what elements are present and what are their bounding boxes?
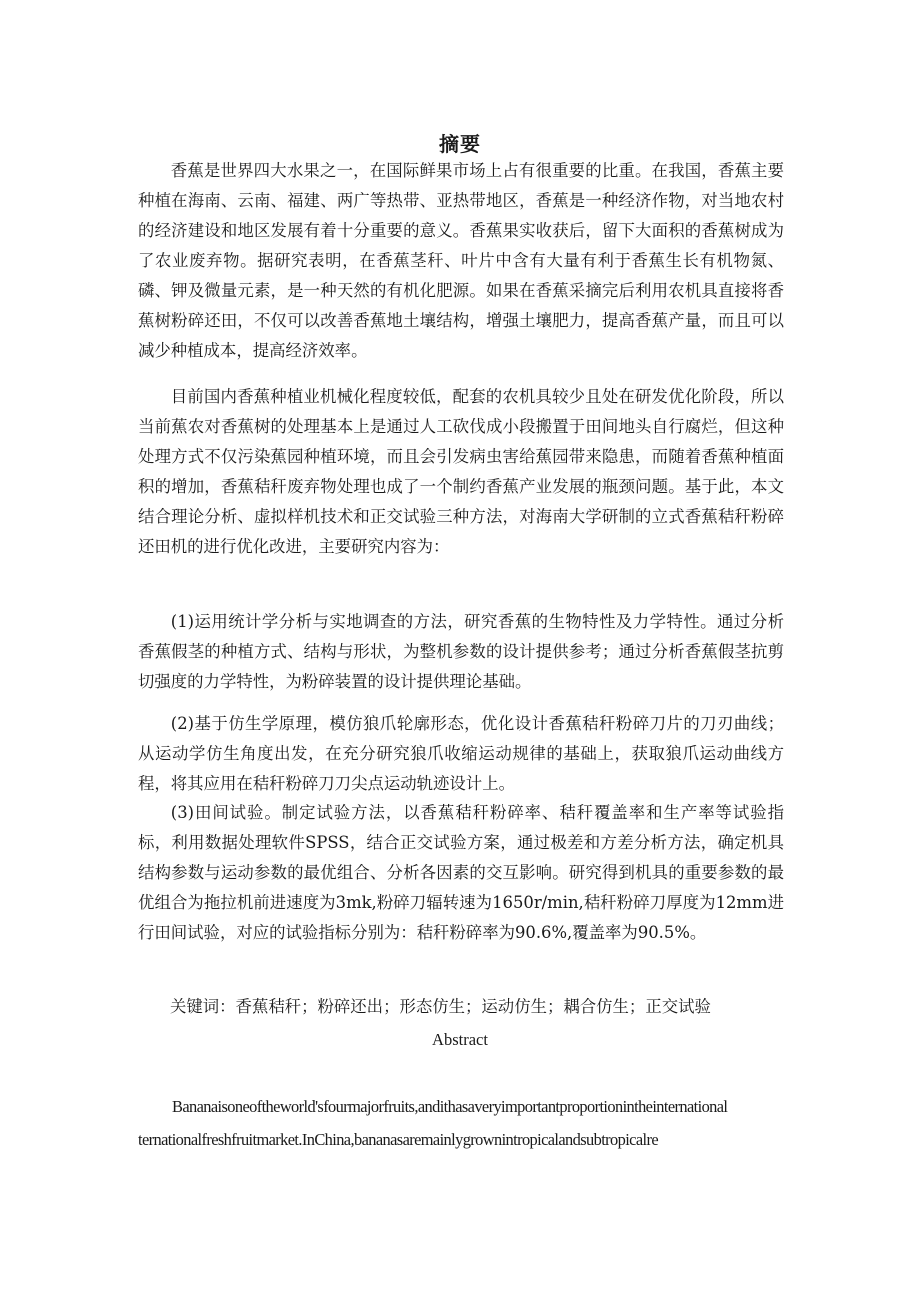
- paragraph-text: (1)运用统计学分析与实地调查的方法，研究香蕉的生物特性及力学特性。通过分析香蕉假茎的种植方式、结构与形状，为整机参数的设计提供参考；通过分析香蕉假茎抗剪切强度的力学特性，为粉碎装置的设计提供理论基础。: [138, 612, 784, 691]
- abstract-en-line: ternationalfreshfruitmarket.InChina,bananasaremainlygrownintropicalandsubtropicalre: [138, 1130, 659, 1149]
- abstract-cn-paragraph-1: [138, 156, 784, 366]
- paragraph-text: (2)基于仿生学原理，模仿狼爪轮廓形态，优化设计香蕉秸秆粉碎刀片的刀刃曲线；从运动学仿生角度出发，在充分研究狼爪收缩运动规律的基础上，获取狼爪运动曲线方程，将其应用在秸秆粉碎刀刀尖点运动轨迹设计上。: [138, 714, 784, 793]
- abstract-cn-paragraph-4: [138, 709, 784, 799]
- paragraph-text: 香蕉是世界四大水果之一，在国际鲜果市场上占有很重要的比重。在我国，香蕉主要种植在海南、云南、福建、两广等热带、亚热带地区，香蕉是一种经济作物，对当地农村的经济建设和地区发展有着十分重要的意义。香蕉果实收获后，留下大面积的香蕉树成为了农业废弃物。据研究表明，在香蕉茎秆、叶片中含有大量有利于香蕉生长有机物氮、磷、钾及微量元素，是一种天然的有机化肥源。如果在香蕉采摘完后利用农机具直接将香蕉树粉碎还田，不仅可以改善香蕉地土壤结构，增强土壤肥力，提高香蕉产量，而且可以减少种植成本，提高经济效率。: [138, 161, 784, 360]
- abstract-cn-paragraph-3: [138, 607, 784, 697]
- abstract-cn-paragraph-5: [138, 798, 784, 948]
- abstract-cn-title: 摘要: [439, 132, 481, 156]
- abstract-en-title: Abstract: [432, 1030, 488, 1049]
- abstract-en-line: Bananaisoneoftheworld'sfourmajorfruits,andithasaveryimportantproportionintheinternational: [172, 1097, 728, 1116]
- paragraph-text: 目前国内香蕉种植业机械化程度较低，配套的农机具较少且处在研发优化阶段，所以当前蕉农对香蕉树的处理基本上是通过人工砍伐成小段搬置于田间地头自行腐烂，但这种处理方式不仅污染蕉园种植环境，而且会引发病虫害给蕉园带来隐患，而随着香蕉种植面积的增加，香蕉秸秆废弃物处理也成了一个制约香蕉产业发展的瓶颈问题。基于此，本文结合理论分析、虚拟样机技术和正交试验三种方法，对海南大学研制的立式香蕉秸秆粉碎还田机的进行优化改进，主要研究内容为：: [138, 387, 784, 556]
- keywords-line: 关键词：香蕉秸秆；粉碎还出；形态仿生；运动仿生；耦合仿生；正交试验: [170, 997, 711, 1016]
- abstract-en-body: [138, 1090, 797, 1156]
- paragraph-text: (3)田间试验。制定试验方法，以香蕉秸秆粉碎率、秸秆覆盖率和生产率等试验指标，利用数据处理软件SPSS，结合正交试验方案，通过极差和方差分析方法，确定机具结构参数与运动参数的最优组合、分析各因素的交互影响。研究得到机具的重要参数的最优组合为拖拉机前进速度为3mk,粉碎刀辐转速为1650r/min,秸秆粉碎刀厚度为12mm进行田间试验，对应的试验指标分别为：秸秆粉碎率为90.6%,覆盖率为90.5%。: [138, 803, 784, 942]
- abstract-cn-paragraph-2: [138, 382, 784, 562]
